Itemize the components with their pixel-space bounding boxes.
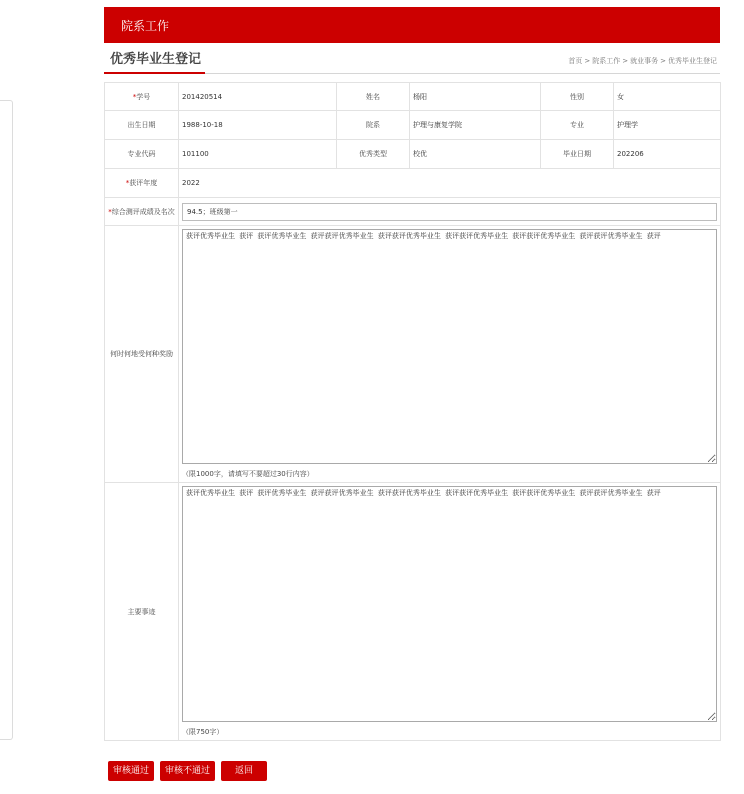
birth-date-value: 1988-10-18 [179,111,337,140]
page-title: 优秀毕业生登记 [104,50,205,74]
action-buttons [108,758,273,781]
form-row [105,226,721,483]
major-code-value: 101100 [179,140,337,169]
awards-textarea[interactable] [182,229,717,464]
awards-limit-note: （限1000字，请填写不要超过30行内容） [182,470,314,478]
breadcrumb-home[interactable]: 首页 [568,57,583,65]
score-rank-input[interactable] [182,203,717,221]
name-value: 杨阳 [410,83,541,111]
breadcrumb-separator: > [584,57,591,65]
section-title: 院系工作 [121,19,170,33]
registration-form [104,82,721,741]
main-deeds-limit-note: （限750字） [182,728,224,736]
score-rank-cell [179,198,721,226]
reject-button[interactable]: 审核不通过 [160,761,215,781]
form-row [105,83,721,111]
award-year-value: 2022 [179,169,721,198]
category-value: 校优 [410,140,541,169]
award-year-label: *获评年度 [105,169,179,198]
breadcrumb [567,56,718,66]
major-code-label: 专业代码 [105,140,179,169]
gender-label: 性别 [541,83,614,111]
awards-cell [179,226,721,483]
form-row [105,140,721,169]
student-id-label: *学号 [105,83,179,111]
form-row [105,483,721,741]
gender-value: 女 [614,83,721,111]
back-button[interactable]: 返回 [221,761,267,781]
major-value: 护理学 [614,111,721,140]
form-row [105,111,721,140]
birth-date-label: 出生日期 [105,111,179,140]
breadcrumb-current: 优秀毕业生登记 [668,57,717,65]
section-header-bar [104,7,720,43]
breadcrumb-department[interactable]: 院系工作 [592,57,621,65]
major-label: 专业 [541,111,614,140]
main-deeds-cell [179,483,721,741]
awards-label: 何时何地受何种奖励 [105,226,179,483]
name-label: 姓名 [337,83,410,111]
left-side-panel [0,100,13,740]
college-value: 护理与康复学院 [410,111,541,140]
breadcrumb-employment[interactable]: 就业事务 [630,57,659,65]
breadcrumb-separator: > [660,57,666,65]
college-label: 院系 [337,111,410,140]
score-rank-label: *综合测评成绩及名次 [105,198,179,226]
category-label: 优秀类型 [337,140,410,169]
main-deeds-label: 主要事迹 [105,483,179,741]
breadcrumb-separator: > [622,57,629,65]
form-row [105,198,721,226]
graduation-date-label: 毕业日期 [541,140,614,169]
student-id-value: 201420514 [179,83,337,111]
graduation-date-value: 202206 [614,140,721,169]
approve-button[interactable]: 审核通过 [108,761,154,781]
page-heading [104,50,720,74]
main-deeds-textarea[interactable] [182,486,717,722]
form-row [105,169,721,198]
